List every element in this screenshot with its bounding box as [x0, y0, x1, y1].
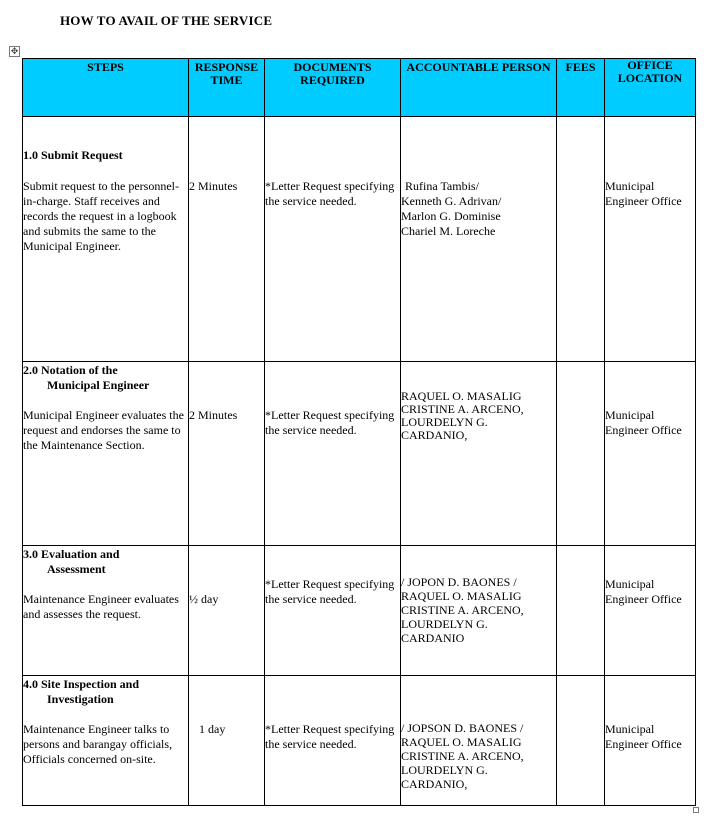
fees-cell [557, 676, 605, 806]
step-title: 4.0 Site Inspection and [23, 677, 140, 691]
accountable-person: / JOPSON D. BAONES / [401, 721, 524, 735]
response-time-cell: ½ day [189, 546, 265, 676]
accountable-person: RAQUEL O. MASALIG [401, 735, 522, 749]
fees-cell [557, 546, 605, 676]
accountable-person: Kenneth G. Adrivan/ [401, 194, 502, 208]
accountable-person: CRISTINE A. ARCENO, [401, 402, 524, 416]
documents-cell: *Letter Request specifying the service needed. [265, 117, 401, 362]
accountable-person: CARDANIO, [401, 777, 468, 791]
accountable-person: RAQUEL O. MASALIG [401, 389, 522, 403]
table-row [23, 362, 696, 546]
office-cell: Municipal Engineer Office [605, 117, 696, 362]
step-description: Submit request to the personnel-in-charge. Staff receives and records the request in a logbook and submits the same to the Municipal Engineer. [23, 179, 179, 253]
accountable-person: CARDANIO [401, 631, 465, 645]
accountable-person: Rufina Tambis/ [405, 179, 479, 193]
accountable-person: RAQUEL O. MASALIG [401, 589, 522, 603]
step-description: Maintenance Engineer talks to persons and barangay officials, Officials concerned on-site. [23, 722, 173, 766]
accountable-person: LOURDELYN G. [401, 415, 488, 429]
table-header-row [23, 59, 696, 117]
header-office-location: OFFICE LOCATION [605, 59, 696, 117]
table-row [23, 117, 696, 362]
accountable-person: CRISTINE A. ARCENO, [401, 749, 524, 763]
step-description: Maintenance Engineer evaluates and assesses the request. [23, 592, 179, 621]
documents-cell: *Letter Request specifying the service needed. [265, 546, 401, 676]
accountable-person: Marlon G. Dominise [401, 209, 501, 223]
header-steps: STEPS [23, 59, 189, 117]
table-row [23, 676, 696, 806]
documents-cell: *Letter Request specifying the service needed. [265, 676, 401, 806]
step-title: 2.0 Notation of the [23, 363, 118, 377]
office-cell: Municipal Engineer Office [605, 546, 696, 676]
table-resize-handle-icon[interactable] [693, 807, 699, 813]
header-documents-required: DOCUMENTS REQUIRED [265, 59, 401, 117]
table-row [23, 546, 696, 676]
accountable-cell [401, 117, 557, 362]
step-title-continued: Assessment [47, 562, 106, 576]
step-cell [23, 117, 189, 362]
page-title: HOW TO AVAIL OF THE SERVICE [60, 13, 273, 28]
step-cell [23, 362, 189, 546]
accountable-person: Chariel M. Loreche [401, 224, 496, 238]
header-fees: FEES [557, 59, 605, 117]
office-cell: Municipal Engineer Office [605, 676, 696, 806]
accountable-cell [401, 676, 557, 806]
fees-cell [557, 117, 605, 362]
header-response-time: RESPONSE TIME [189, 59, 265, 117]
step-cell [23, 546, 189, 676]
step-cell [23, 676, 189, 806]
table-move-handle-icon[interactable]: ✥ [10, 46, 19, 56]
accountable-person: LOURDELYN G. [401, 617, 488, 631]
service-table [22, 58, 696, 806]
step-description: Municipal Engineer evaluates the request and endorses the same to the Maintenance Section. [23, 408, 184, 452]
documents-cell: *Letter Request specifying the service needed. [265, 362, 401, 546]
response-time-cell: 1 day [189, 676, 265, 806]
header-accountable-person: ACCOUNTABLE PERSON [401, 59, 557, 117]
response-time-cell: 2 Minutes [189, 362, 265, 546]
fees-cell [557, 362, 605, 546]
accountable-person: LOURDELYN G. [401, 763, 488, 777]
accountable-cell [401, 362, 557, 546]
step-title: 3.0 Evaluation and [23, 547, 120, 561]
step-title-continued: Municipal Engineer [47, 378, 150, 392]
office-cell: Municipal Engineer Office [605, 362, 696, 546]
accountable-cell [401, 546, 557, 676]
accountable-person: CRISTINE A. ARCENO, [401, 603, 524, 617]
step-title: 1.0 Submit Request [23, 148, 123, 162]
response-time-cell: 2 Minutes [189, 117, 265, 362]
accountable-person: / JOPON D. BAONES / [401, 575, 517, 589]
step-title-continued: Investigation [47, 692, 114, 706]
accountable-person: CARDANIO, [401, 428, 468, 442]
